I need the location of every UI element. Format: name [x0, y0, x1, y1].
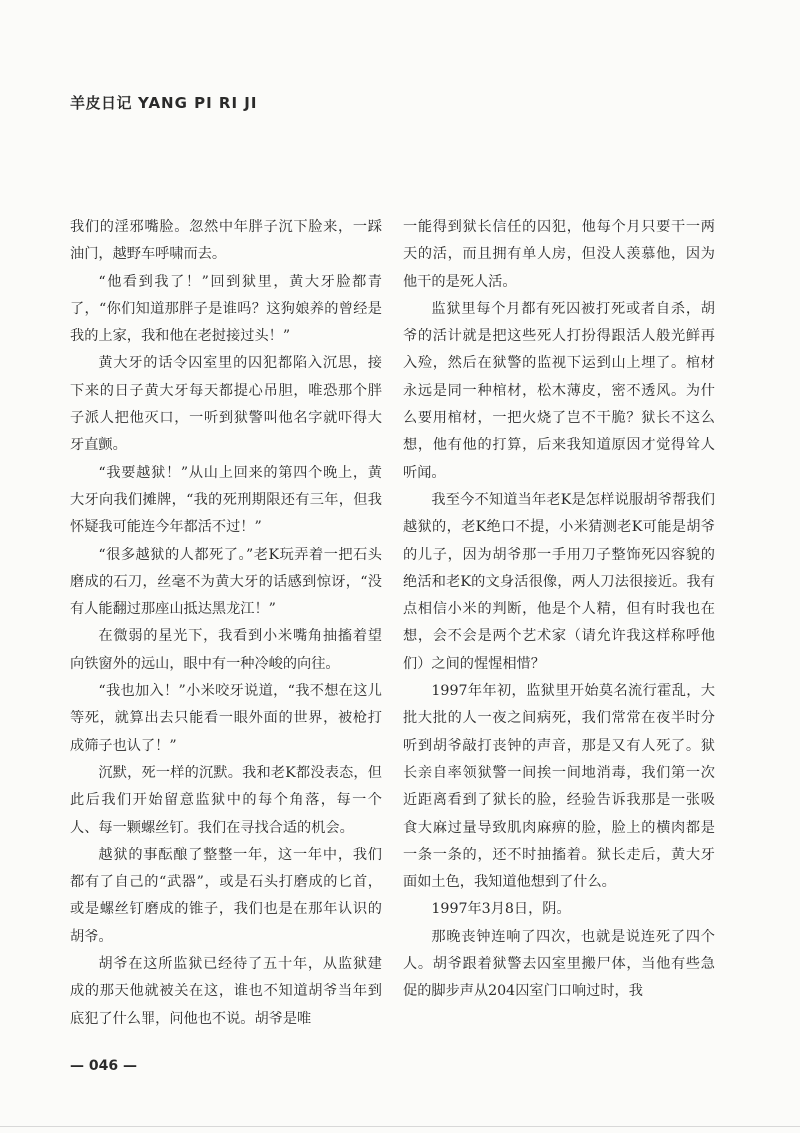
header-title-pinyin: YANG PI RI JI [138, 94, 258, 112]
paragraph: “我也加入！”小米咬牙说道，“我不想在这儿等死，就算出去只能看一眼外面的世界，被枪打成筛子也认了！” [70, 683, 382, 754]
paragraph: 监狱里每个月都有死囚被打死或者自杀，胡爷的活计就是把这些死人打扮得跟活人般光鲜再入殓，然后在狱警的监视下运到山上埋了。棺材永远是同一种棺材，松木薄皮，密不透风。为什么要用棺材，一把火烧了岂不干脆？狱长不这么想，他有他的打算，后来我知道原因才觉得耸人听闻。 [403, 300, 715, 481]
paragraph: 1997年年初，监狱里开始莫名流行霍乱，大批大批的人一夜之间病死，我们常常在夜半时分听到胡爷敲打丧钟的声音，那是又有人死了。狱长亲自率领狱警一间挨一间地消毒，我们第一次近距离看到了狱长的脸，经验告诉我那是一张吸食大麻过量导致肌肉麻痹的脸，脸上的横肉都是一条一条的，还不时抽搐着。狱长走后，黄大牙面如土色，我知道他想到了什么。 [403, 683, 715, 891]
paragraph: 黄大牙的话令囚室里的囚犯都陷入沉思，接下来的日子黄大牙每天都提心吊胆，唯恐那个胖子派人把他灭口，一听到狱警叫他名字就吓得大牙直颤。 [70, 355, 382, 454]
right-column [403, 214, 715, 1006]
header-title-chinese: 羊皮日记 [70, 94, 133, 112]
date-line: 1997年3月8日，阴。 [431, 901, 571, 918]
paragraph: “很多越狱的人都死了。”老K玩弄着一把石头磨成的石刀，丝毫不为黄大牙的话感到惊讶，“没有人能翻过那座山抵达黑龙江！” [70, 546, 382, 618]
paragraph: 越狱的事酝酿了整整一年，这一年中，我们都有了自己的“武器”，或是石头打磨成的匕首，或是螺丝钉磨成的锥子，我们也是在那年认识的胡爷。 [70, 846, 382, 945]
left-column [70, 214, 382, 1033]
page-number: — 046 — [70, 1058, 137, 1074]
page-edge-divider [0, 1126, 800, 1127]
paragraph: “他看到我了！”回到狱里，黄大牙脸都青了，“你们知道那胖子是谁吗？这狗娘养的曾经是我的上家，我和他在老挝接过头！” [70, 273, 382, 345]
paragraph: “我要越狱！”从山上回来的第四个晚上，黄大牙向我们摊牌，“我的死刑期限还有三年，但我怀疑我可能连今年都活不过！” [70, 464, 382, 536]
paragraph: 胡爷在这所监狱已经待了五十年，从监狱建成的那天他就被关在这，谁也不知道胡爷当年到底犯了什么罪，问他也不说。胡爷是唯 [70, 956, 382, 1027]
paragraph: 在微弱的星光下，我看到小米嘴角抽搐着望向铁窗外的远山，眼中有一种冷峻的向往。 [70, 628, 382, 672]
paragraph: 那晚丧钟连响了四次，也就是说连死了四个人。胡爷跟着狱警去囚室里搬尸体，当他有些急促的脚步声从204囚室门口响过时，我 [403, 928, 715, 1000]
running-header [70, 92, 257, 113]
paragraph: 沉默，死一样的沉默。我和老K都没表态，但此后我们开始留意监狱中的每个角落，每一个人、每一颗螺丝钉。我们在寻找合适的机会。 [70, 764, 382, 836]
paragraph: 我们的淫邪嘴脸。忽然中年胖子沉下脸来，一踩油门，越野车呼啸而去。 [70, 219, 382, 263]
paragraph-continued: 一能得到狱长信任的囚犯，他每个月只要干一两天的活，而且拥有单人房，但没人羡慕他，因为他干的是死人活。 [403, 219, 715, 290]
paragraph: 我至今不知道当年老K是怎样说服胡爷帮我们越狱的，老K绝口不提，小米猜测老K可能是胡爷的儿子，因为胡爷那一手用刀子整饰死囚容貌的绝活和老K的文身活很像，两人刀法很接近。我有点相信小米的判断，他是个人精，但有时我也在想，会不会是两个艺术家（请允许我这样称呼他们）之间的惺惺相惜？ [403, 491, 715, 672]
